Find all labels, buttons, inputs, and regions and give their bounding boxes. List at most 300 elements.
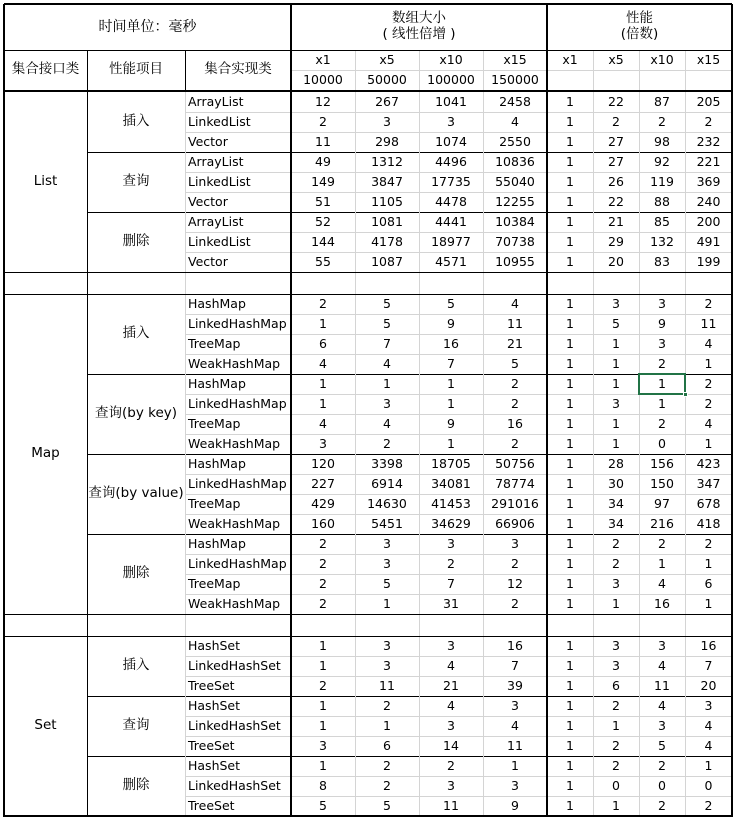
- perf-cell[interactable]: 1: [612, 415, 620, 431]
- perf-cell[interactable]: 2: [658, 355, 666, 371]
- perf-cell[interactable]: 1: [566, 213, 574, 229]
- perf-cell[interactable]: 1: [566, 415, 574, 431]
- item-list-insert[interactable]: 插入: [122, 113, 150, 130]
- perf-cell[interactable]: 4: [658, 697, 666, 713]
- perf-cell[interactable]: 1: [566, 757, 574, 773]
- perf-cell[interactable]: 232: [696, 133, 721, 149]
- impl-cell[interactable]: ArrayList: [188, 153, 244, 169]
- time-cell[interactable]: 1: [319, 315, 327, 331]
- time-cell[interactable]: 3: [383, 657, 391, 673]
- time-cell[interactable]: 12255: [495, 193, 535, 209]
- impl-cell[interactable]: HashSet: [188, 757, 241, 773]
- time-cell[interactable]: 149: [311, 173, 335, 189]
- time-cell[interactable]: 3: [511, 777, 519, 793]
- time-cell[interactable]: 4571: [435, 253, 467, 269]
- perf-cell[interactable]: 3: [658, 637, 666, 653]
- perf-cell[interactable]: 2: [704, 395, 713, 411]
- time-cell[interactable]: 3: [447, 535, 455, 551]
- perf-cell[interactable]: 28: [608, 455, 624, 471]
- time-cell[interactable]: 11: [507, 315, 523, 331]
- perf-cell[interactable]: 1: [566, 113, 574, 129]
- time-cell[interactable]: 4: [383, 415, 391, 431]
- time-cell[interactable]: 70738: [495, 233, 535, 249]
- time-cell[interactable]: 1: [319, 717, 327, 733]
- time-cell[interactable]: 16: [443, 335, 459, 351]
- perf-cell[interactable]: 20: [700, 677, 717, 693]
- multiplier-x1[interactable]: x1: [315, 51, 331, 67]
- time-cell[interactable]: 2: [383, 777, 391, 793]
- time-cell[interactable]: 2: [511, 555, 519, 571]
- time-cell[interactable]: 18705: [431, 455, 471, 471]
- perf-cell[interactable]: 1: [704, 355, 713, 371]
- perf-cell[interactable]: 4: [704, 717, 713, 733]
- size-50000[interactable]: 50000: [367, 71, 407, 87]
- perf-cell[interactable]: 2: [658, 535, 666, 551]
- impl-cell[interactable]: Vector: [188, 253, 228, 269]
- perf-cell[interactable]: 27: [608, 153, 624, 169]
- perf-cell[interactable]: 4: [704, 335, 713, 351]
- perf-cell[interactable]: 5: [658, 737, 666, 753]
- perf-cell[interactable]: 1: [704, 555, 713, 571]
- perf-cell[interactable]: 1: [704, 757, 713, 773]
- time-cell[interactable]: 120: [311, 455, 335, 471]
- perf-cell[interactable]: 1: [566, 335, 574, 351]
- impl-cell[interactable]: HashMap: [188, 535, 246, 551]
- perf-cell[interactable]: 87: [654, 93, 670, 109]
- impl-cell[interactable]: ArrayList: [188, 213, 244, 229]
- time-cell[interactable]: 34081: [431, 475, 471, 491]
- perf-cell[interactable]: 4: [658, 657, 666, 673]
- time-cell[interactable]: 2: [511, 375, 519, 391]
- time-cell[interactable]: 1: [447, 435, 455, 451]
- time-cell[interactable]: 1: [319, 757, 327, 773]
- time-cell[interactable]: 3398: [371, 455, 403, 471]
- time-cell[interactable]: 16: [507, 637, 523, 653]
- perf-cell[interactable]: 199: [696, 253, 721, 269]
- time-cell[interactable]: 2: [383, 757, 391, 773]
- perf-cell[interactable]: 1: [566, 153, 574, 169]
- item-map-query-value[interactable]: 查询(by value): [88, 485, 184, 502]
- item-map-insert[interactable]: 插入: [122, 325, 150, 342]
- perf-cell[interactable]: 1: [612, 335, 620, 351]
- perf-cell[interactable]: 2: [612, 535, 620, 551]
- time-cell[interactable]: 4: [447, 657, 455, 673]
- perf-cell[interactable]: 3: [612, 575, 620, 591]
- perf-cell[interactable]: 11: [700, 315, 717, 331]
- perf-cell[interactable]: 205: [696, 93, 721, 109]
- impl-cell[interactable]: Vector: [188, 133, 228, 149]
- time-cell[interactable]: 1: [319, 395, 327, 411]
- impl-cell[interactable]: LinkedHashMap: [188, 315, 287, 331]
- col-header-item[interactable]: 性能项目: [109, 61, 163, 78]
- time-cell[interactable]: 2: [319, 113, 327, 129]
- time-cell[interactable]: 6: [319, 335, 327, 351]
- time-cell[interactable]: 66906: [495, 515, 535, 531]
- perf-cell[interactable]: 3: [612, 637, 620, 653]
- perf-cell[interactable]: 16: [654, 595, 670, 611]
- perf-cell[interactable]: 27: [608, 133, 624, 149]
- perf-cell[interactable]: 1: [566, 295, 574, 311]
- perf-cell[interactable]: 6: [704, 575, 713, 591]
- perf-cell[interactable]: 3: [658, 295, 666, 311]
- perf-cell[interactable]: 6: [612, 677, 620, 693]
- perf-cell[interactable]: 2: [612, 737, 620, 753]
- time-cell[interactable]: 50756: [495, 455, 535, 471]
- time-cell[interactable]: 144: [311, 233, 335, 249]
- time-cell[interactable]: 2: [447, 555, 455, 571]
- time-cell[interactable]: 3: [511, 697, 519, 713]
- perf-cell[interactable]: 3: [612, 395, 620, 411]
- impl-cell[interactable]: WeakHashMap: [188, 435, 281, 451]
- perf-cell[interactable]: 1: [612, 717, 620, 733]
- time-cell[interactable]: 4: [383, 355, 391, 371]
- time-cell[interactable]: 1: [319, 657, 327, 673]
- impl-cell[interactable]: TreeMap: [188, 415, 241, 431]
- perf-cell[interactable]: 1: [612, 355, 620, 371]
- multiplier-x5[interactable]: x5: [379, 51, 395, 67]
- perf-cell[interactable]: 83: [654, 253, 670, 269]
- perf-cell[interactable]: 2: [704, 113, 713, 129]
- time-cell[interactable]: 2: [383, 435, 391, 451]
- impl-cell[interactable]: LinkedHashSet: [188, 777, 281, 793]
- time-cell[interactable]: 227: [311, 475, 335, 491]
- perf-cell[interactable]: 1: [566, 717, 574, 733]
- perf-cell[interactable]: 2: [612, 757, 620, 773]
- perf-cell[interactable]: 34: [608, 515, 624, 531]
- time-cell[interactable]: 39: [507, 677, 523, 693]
- perf-cell[interactable]: 2: [612, 555, 620, 571]
- time-cell[interactable]: 160: [311, 515, 335, 531]
- perf-cell[interactable]: 2: [658, 797, 666, 813]
- perf-cell[interactable]: 4: [704, 415, 713, 431]
- perf-cell[interactable]: 30: [608, 475, 624, 491]
- time-cell[interactable]: 3: [447, 637, 455, 653]
- size-100000[interactable]: 100000: [427, 71, 475, 87]
- perf-cell[interactable]: 2: [658, 757, 666, 773]
- perf-cell[interactable]: 0: [658, 777, 666, 793]
- impl-cell[interactable]: TreeMap: [188, 575, 241, 591]
- perf-cell[interactable]: 1: [704, 595, 713, 611]
- time-cell[interactable]: 1041: [435, 93, 467, 109]
- perf-multiplier-x5[interactable]: x5: [608, 51, 624, 67]
- col-header-interface[interactable]: 集合接口类: [11, 61, 80, 78]
- perf-cell[interactable]: 119: [650, 173, 674, 189]
- time-cell[interactable]: 5: [383, 575, 391, 591]
- perf-cell-selected[interactable]: 1: [658, 375, 666, 391]
- perf-cell[interactable]: 1: [566, 315, 574, 331]
- perf-cell[interactable]: 22: [608, 93, 624, 109]
- perf-cell[interactable]: 85: [654, 213, 670, 229]
- perf-cell[interactable]: 369: [696, 173, 721, 189]
- perf-cell[interactable]: 491: [696, 233, 721, 249]
- time-cell[interactable]: 5451: [371, 515, 403, 531]
- impl-cell[interactable]: Vector: [188, 193, 228, 209]
- perf-cell[interactable]: 2: [704, 295, 713, 311]
- impl-cell[interactable]: LinkedHashMap: [188, 555, 287, 571]
- time-cell[interactable]: 1: [383, 595, 391, 611]
- time-cell[interactable]: 2: [319, 677, 327, 693]
- impl-cell[interactable]: LinkedHashMap: [188, 475, 287, 491]
- time-cell[interactable]: 1: [383, 717, 391, 733]
- time-cell[interactable]: 2550: [499, 133, 531, 149]
- impl-cell[interactable]: LinkedHashSet: [188, 717, 281, 733]
- impl-cell[interactable]: HashSet: [188, 697, 241, 713]
- time-cell[interactable]: 3: [511, 535, 519, 551]
- impl-cell[interactable]: LinkedList: [188, 113, 251, 129]
- impl-cell[interactable]: WeakHashMap: [188, 595, 281, 611]
- time-cell[interactable]: 5: [447, 295, 455, 311]
- time-cell[interactable]: 2: [383, 697, 391, 713]
- perf-cell[interactable]: 7: [704, 657, 713, 673]
- item-set-delete[interactable]: 删除: [122, 777, 150, 794]
- size-150000[interactable]: 150000: [491, 71, 539, 87]
- time-cell[interactable]: 1: [319, 375, 327, 391]
- perf-cell[interactable]: 22: [608, 193, 624, 209]
- time-cell[interactable]: 3: [447, 717, 455, 733]
- interface-set[interactable]: Set: [34, 717, 57, 734]
- time-cell[interactable]: 78774: [495, 475, 535, 491]
- time-cell[interactable]: 2: [319, 575, 327, 591]
- time-cell[interactable]: 8: [319, 777, 327, 793]
- time-cell[interactable]: 3: [383, 113, 391, 129]
- impl-cell[interactable]: ArrayList: [188, 93, 244, 109]
- perf-cell[interactable]: 2: [704, 375, 713, 391]
- time-cell[interactable]: 34629: [431, 515, 471, 531]
- time-cell[interactable]: 2: [319, 535, 327, 551]
- time-cell[interactable]: 298: [375, 133, 399, 149]
- perf-cell[interactable]: 97: [654, 495, 670, 511]
- perf-cell[interactable]: 678: [696, 495, 721, 511]
- impl-cell[interactable]: TreeSet: [188, 677, 235, 693]
- impl-cell[interactable]: LinkedHashMap: [188, 395, 287, 411]
- time-cell[interactable]: 1087: [371, 253, 403, 269]
- time-cell[interactable]: 5: [319, 797, 327, 813]
- time-cell[interactable]: 7: [383, 335, 391, 351]
- time-cell[interactable]: 2: [511, 595, 519, 611]
- perf-cell[interactable]: 2: [658, 113, 666, 129]
- perf-cell[interactable]: 1: [566, 595, 574, 611]
- time-cell[interactable]: 2458: [499, 93, 531, 109]
- perf-cell[interactable]: 1: [566, 133, 574, 149]
- item-map-delete[interactable]: 删除: [122, 565, 150, 582]
- time-cell[interactable]: 2: [319, 555, 327, 571]
- col-header-impl[interactable]: 集合实现类: [204, 61, 272, 78]
- time-cell[interactable]: 16: [507, 415, 523, 431]
- time-cell[interactable]: 3847: [371, 173, 403, 189]
- time-cell[interactable]: 10836: [495, 153, 535, 169]
- time-cell[interactable]: 4: [447, 697, 455, 713]
- time-cell[interactable]: 4178: [371, 233, 403, 249]
- perf-cell[interactable]: 98: [654, 133, 670, 149]
- time-cell[interactable]: 7: [447, 575, 455, 591]
- time-cell[interactable]: 4441: [435, 213, 467, 229]
- perf-cell[interactable]: 156: [650, 455, 674, 471]
- perf-cell[interactable]: 1: [566, 435, 574, 451]
- time-cell[interactable]: 9: [511, 797, 519, 813]
- time-cell[interactable]: 11: [507, 737, 523, 753]
- time-cell[interactable]: 2: [319, 295, 327, 311]
- perf-multiplier-x1[interactable]: x1: [562, 51, 578, 67]
- time-cell[interactable]: 11: [379, 677, 395, 693]
- interface-list[interactable]: List: [33, 173, 58, 190]
- time-cell[interactable]: 2: [319, 595, 327, 611]
- perf-cell[interactable]: 1: [566, 677, 574, 693]
- perf-cell[interactable]: 2: [658, 415, 666, 431]
- time-cell[interactable]: 14630: [367, 495, 407, 511]
- time-cell[interactable]: 4: [511, 113, 519, 129]
- time-cell[interactable]: 55: [315, 253, 331, 269]
- perf-cell[interactable]: 423: [696, 455, 721, 471]
- time-cell[interactable]: 1074: [435, 133, 467, 149]
- size-10000[interactable]: 10000: [303, 71, 343, 87]
- impl-cell[interactable]: LinkedList: [188, 233, 251, 249]
- perf-cell[interactable]: 21: [608, 213, 624, 229]
- time-cell[interactable]: 1: [319, 637, 327, 653]
- time-cell[interactable]: 3: [447, 113, 455, 129]
- impl-cell[interactable]: HashMap: [188, 455, 246, 471]
- time-cell[interactable]: 10384: [495, 213, 535, 229]
- time-cell[interactable]: 14: [443, 737, 459, 753]
- perf-cell[interactable]: 216: [650, 515, 674, 531]
- unit-note-cell[interactable]: 时间单位：毫秒: [98, 18, 197, 35]
- time-cell[interactable]: 9: [447, 415, 455, 431]
- time-cell[interactable]: 17735: [431, 173, 471, 189]
- perf-multiplier-x15[interactable]: x15: [696, 51, 721, 67]
- perf-cell[interactable]: 132: [650, 233, 674, 249]
- perf-cell[interactable]: 1: [566, 657, 574, 673]
- perf-cell[interactable]: 1: [566, 777, 574, 793]
- time-cell[interactable]: 1105: [371, 193, 403, 209]
- perf-cell[interactable]: 5: [612, 315, 620, 331]
- perf-cell[interactable]: 88: [654, 193, 670, 209]
- impl-cell[interactable]: HashMap: [188, 375, 246, 391]
- perf-cell[interactable]: 1: [612, 375, 620, 391]
- time-cell[interactable]: 21: [443, 677, 459, 693]
- perf-cell[interactable]: 1: [566, 515, 574, 531]
- perf-cell[interactable]: 1: [704, 435, 713, 451]
- perf-cell[interactable]: 1: [566, 233, 574, 249]
- impl-cell[interactable]: HashSet: [188, 637, 241, 653]
- perf-cell[interactable]: 1: [566, 355, 574, 371]
- perf-cell[interactable]: 1: [566, 737, 574, 753]
- time-cell[interactable]: 11: [315, 133, 331, 149]
- perf-cell[interactable]: 1: [566, 193, 574, 209]
- perf-cell[interactable]: 2: [704, 797, 713, 813]
- time-cell[interactable]: 3: [319, 737, 327, 753]
- time-cell[interactable]: 5: [511, 355, 519, 371]
- perf-multiplier-x10[interactable]: x10: [650, 51, 674, 67]
- perf-cell[interactable]: 1: [566, 535, 574, 551]
- time-cell[interactable]: 49: [315, 153, 331, 169]
- time-cell[interactable]: 2: [511, 395, 519, 411]
- perf-cell[interactable]: 34: [608, 495, 624, 511]
- perf-cell[interactable]: 2: [612, 697, 620, 713]
- time-cell[interactable]: 5: [383, 797, 391, 813]
- time-cell[interactable]: 4: [511, 295, 519, 311]
- array-size-header-cell[interactable]: [291, 4, 547, 50]
- perf-cell[interactable]: 2: [704, 535, 713, 551]
- impl-cell[interactable]: LinkedList: [188, 173, 251, 189]
- perf-header-cell[interactable]: [547, 4, 732, 50]
- perf-cell[interactable]: 1: [566, 475, 574, 491]
- time-cell[interactable]: 12: [315, 93, 331, 109]
- time-cell[interactable]: 3: [447, 777, 455, 793]
- perf-cell[interactable]: 0: [658, 435, 666, 451]
- time-cell[interactable]: 1: [319, 697, 327, 713]
- perf-cell[interactable]: 3: [658, 335, 666, 351]
- time-cell[interactable]: 4: [319, 355, 327, 371]
- item-list-query[interactable]: 查询: [122, 173, 150, 190]
- time-cell[interactable]: 1: [447, 395, 455, 411]
- perf-cell[interactable]: 3: [658, 717, 666, 733]
- time-cell[interactable]: 1081: [371, 213, 403, 229]
- time-cell[interactable]: 3: [319, 435, 327, 451]
- time-cell[interactable]: 4496: [435, 153, 467, 169]
- perf-cell[interactable]: 1: [566, 455, 574, 471]
- perf-cell[interactable]: 1: [566, 637, 574, 653]
- time-cell[interactable]: 2: [447, 757, 455, 773]
- time-cell[interactable]: 1312: [371, 153, 403, 169]
- time-cell[interactable]: 12: [507, 575, 523, 591]
- perf-cell[interactable]: 1: [566, 697, 574, 713]
- perf-cell[interactable]: 1: [566, 797, 574, 813]
- perf-cell[interactable]: 0: [704, 777, 713, 793]
- perf-cell[interactable]: 1: [612, 797, 620, 813]
- perf-cell[interactable]: 1: [566, 173, 574, 189]
- time-cell[interactable]: 5: [383, 315, 391, 331]
- perf-cell[interactable]: 11: [654, 677, 670, 693]
- time-cell[interactable]: 3: [383, 637, 391, 653]
- perf-cell[interactable]: 2: [612, 113, 620, 129]
- impl-cell[interactable]: TreeMap: [188, 335, 241, 351]
- perf-cell[interactable]: 3: [612, 657, 620, 673]
- perf-cell[interactable]: 1: [658, 555, 666, 571]
- impl-cell[interactable]: TreeMap: [188, 495, 241, 511]
- impl-cell[interactable]: HashMap: [188, 295, 246, 311]
- item-set-insert[interactable]: 插入: [122, 657, 150, 674]
- time-cell[interactable]: 7: [511, 657, 519, 673]
- perf-cell[interactable]: 1: [566, 555, 574, 571]
- perf-cell[interactable]: 1: [566, 93, 574, 109]
- perf-cell[interactable]: 418: [696, 515, 721, 531]
- time-cell[interactable]: 11: [443, 797, 459, 813]
- time-cell[interactable]: 1: [511, 757, 519, 773]
- time-cell[interactable]: 6: [383, 737, 391, 753]
- perf-cell[interactable]: 347: [696, 475, 721, 491]
- perf-cell[interactable]: 20: [608, 253, 624, 269]
- perf-cell[interactable]: 1: [566, 495, 574, 511]
- perf-cell[interactable]: 1: [658, 395, 666, 411]
- time-cell[interactable]: 1: [447, 375, 455, 391]
- perf-cell[interactable]: 9: [658, 315, 666, 331]
- perf-cell[interactable]: 3: [704, 697, 713, 713]
- impl-cell[interactable]: LinkedHashSet: [188, 657, 281, 673]
- time-cell[interactable]: 52: [315, 213, 331, 229]
- time-cell[interactable]: 6914: [371, 475, 403, 491]
- perf-cell[interactable]: 1: [566, 395, 574, 411]
- perf-cell[interactable]: 1: [566, 253, 574, 269]
- item-list-delete[interactable]: 删除: [122, 233, 150, 250]
- time-cell[interactable]: 429: [311, 495, 335, 511]
- item-set-query[interactable]: 查询: [122, 717, 150, 734]
- time-cell[interactable]: 4478: [435, 193, 467, 209]
- time-cell[interactable]: 2: [511, 435, 519, 451]
- time-cell[interactable]: 9: [447, 315, 455, 331]
- time-cell[interactable]: 4: [319, 415, 327, 431]
- perf-cell[interactable]: 3: [612, 295, 620, 311]
- time-cell[interactable]: 267: [375, 93, 399, 109]
- time-cell[interactable]: 3: [383, 535, 391, 551]
